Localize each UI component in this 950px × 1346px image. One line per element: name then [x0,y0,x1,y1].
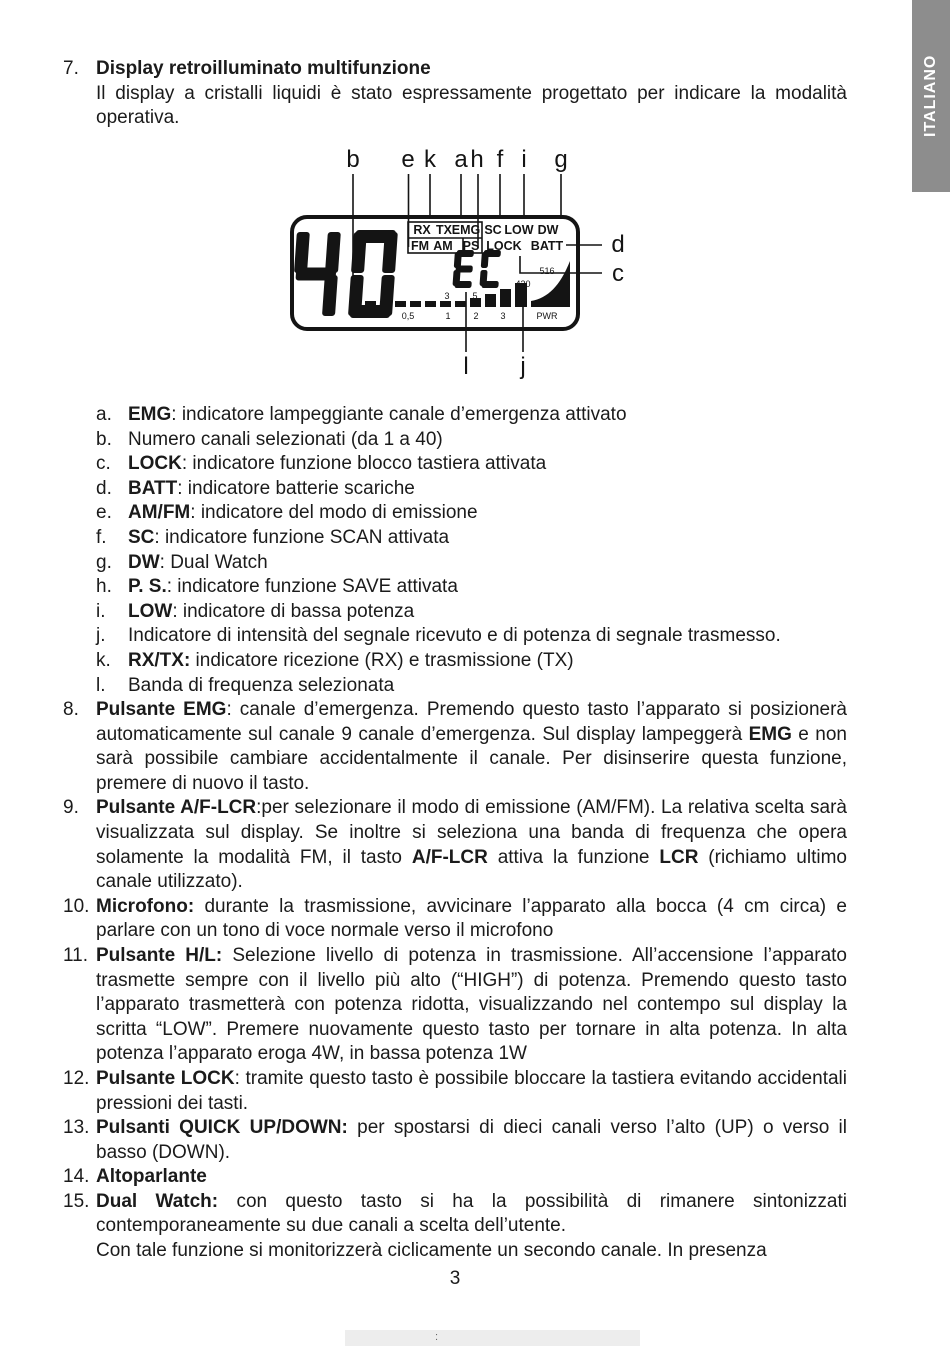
dw-indicator: DW [537,223,559,237]
callout-d: d [611,231,625,258]
manual-item: 10. Microfono: durante la trasmissione, avvicinare l’apparato alla bocca (4 cm circa) e parlare con un tono di voce normale verso il microfono [63,895,847,942]
meter-wedge-label: 516 [539,266,555,276]
legend-item: g. DW: Dual Watch [96,551,268,573]
rx-indicator: RX [413,223,431,237]
meter-bottom-label: 2 [473,311,479,321]
legend-item: j. Indicatore di intensità del segnale ricevuto e di potenza di segnale trasmesso. [96,625,781,647]
pwr-label: PWR [536,311,558,321]
language-tab [912,0,950,192]
legend-item: b. Numero canali selezionati (da 1 a 40) [96,428,443,450]
footer-scan-artifact [345,1330,640,1346]
manual-item: 9. Pulsante A/F-LCR:per selezionare il modo di emissione (AM/FM). La relativa scelta sarà visualizzata sul display. Se inoltre si seleziona una banda di frequenza che opera solamente la modalità FM, il tasto A/F-LCR attiva la funzione LCR (richiamo ultimo canale utilizzato). [63,797,847,893]
fm-indicator: FM [410,239,430,253]
lock-indicator: LOCK [486,239,522,253]
ps-indicator: PS [462,239,480,253]
callout-f: f [496,146,504,173]
manual-item: 12. Pulsante LOCK: tramite questo tasto è possibile bloccare la tastiera evitando accidentali pressioni dei tasti. [63,1067,847,1114]
sc-indicator: SC [484,223,502,237]
section-number: 7. [63,58,79,79]
low-indicator: LOW [504,223,534,237]
callout-k: k [424,146,436,173]
lcd-display-diagram [270,140,640,385]
callout-b: b [346,146,360,173]
manual-items [63,698,847,1264]
callout-c: c [612,260,624,287]
manual-item: 11. Pulsante H/L: Selezione livello di potenza in trasmissione. All’accensione l’apparato trasmette sempre con il livello più alto (“HIGH”) di potenza. Premendo questo tasto l’apparato trasmetterà con potenza ridotta, visualizzando nel contempo sul display la scritta “LOW”. Premere nuovamente questo tasto per tornare in alta potenza. In alta potenza l’apparato eroga 4W, in bassa potenza 1W [63,944,848,1065]
meter-top-label: 5 [472,291,478,301]
legend-item: a. EMG: indicatore lampeggiante canale d’emergenza attivato [96,404,627,425]
callout-a: a [454,146,468,173]
meter-bottom-label: 3 [500,311,506,321]
legend-item: k. RX/TX: indicatore ricezione (RX) e trasmissione (TX) [96,649,574,671]
footer-mark: : [435,1331,439,1343]
section-intro: Il display a cristalli liquidi è stato espressamente progettato per indicare la modalità operativa. [96,82,847,129]
legend-item: e. AM/FM: indicatore del modo di emissione [96,502,478,524]
manual-item: 14. Altoparlante [63,1166,207,1188]
callout-i: i [521,146,527,173]
callout-h: h [470,146,484,173]
language-tab-label: ITALIANO [922,54,939,138]
callout-g: g [554,146,568,173]
batt-indicator: BATT [530,239,564,253]
am-indicator: AM [433,239,453,253]
legend-item: l. Banda di frequenza selezionata [96,674,395,696]
page-number: 3 [449,1268,461,1289]
meter-bottom-label: 1 [445,311,451,321]
section-7 [63,57,847,131]
manual-item: 15. Dual Watch: con questo tasto si ha la possibilità di rimanere sintonizzati contemporaneamente su due canali a scelta dell’utente. Con tale funzione si monitorizzerà ciclicamente un secondo canale. In presenza [63,1190,847,1264]
manual-item: 13. Pulsanti QUICK UP/DOWN: per spostarsi di dieci canali verso l’alto (UP) o verso il basso (DOWN). [63,1117,847,1163]
legend-item: h. P. S.: indicatore funzione SAVE attivata [96,576,458,598]
legend-item: f. SC: indicatore funzione SCAN attivata [96,526,450,548]
manual-item: 8. Pulsante EMG: canale d’emergenza. Premendo questo tasto l’apparato si posizionerà automaticamente sul canale 9 canale d’emergenza. Sul display lampeggerà EMG e non sarà possibile cambiare accidentalmente il canale. Per disinserire questa funzione, premere di nuovo il tasto. [63,699,847,794]
section-title: Display retroilluminato multifunzione [96,58,431,79]
callout-j: j [520,353,526,380]
legend-item: i. LOW: indicatore di bassa potenza [96,600,415,622]
callout-l: l [463,353,469,380]
legend-item: c. LOCK: indicatore funzione blocco tastiera attivata [96,453,547,475]
display-legend [96,403,847,698]
item-15-text: Dual Watch: con questo tasto si ha la possibilità di rimanere sintonizzati contemporaneamente su due canali a scelta dell’utente. [96,1190,848,1237]
callout-e: e [401,146,415,173]
meter-wedge-label: 430 [515,279,531,289]
meter-bottom-label: 0,5 [401,311,415,321]
emg-indicator: EMG [451,223,481,237]
tx-indicator: TX [436,223,452,237]
legend-item: d. BATT: indicatore batterie scariche [96,477,415,499]
meter-top-label: 3 [444,291,450,301]
item-15-continuation: Con tale funzione si monitorizzerà ciclicamente un secondo canale. In presenza [96,1240,767,1262]
